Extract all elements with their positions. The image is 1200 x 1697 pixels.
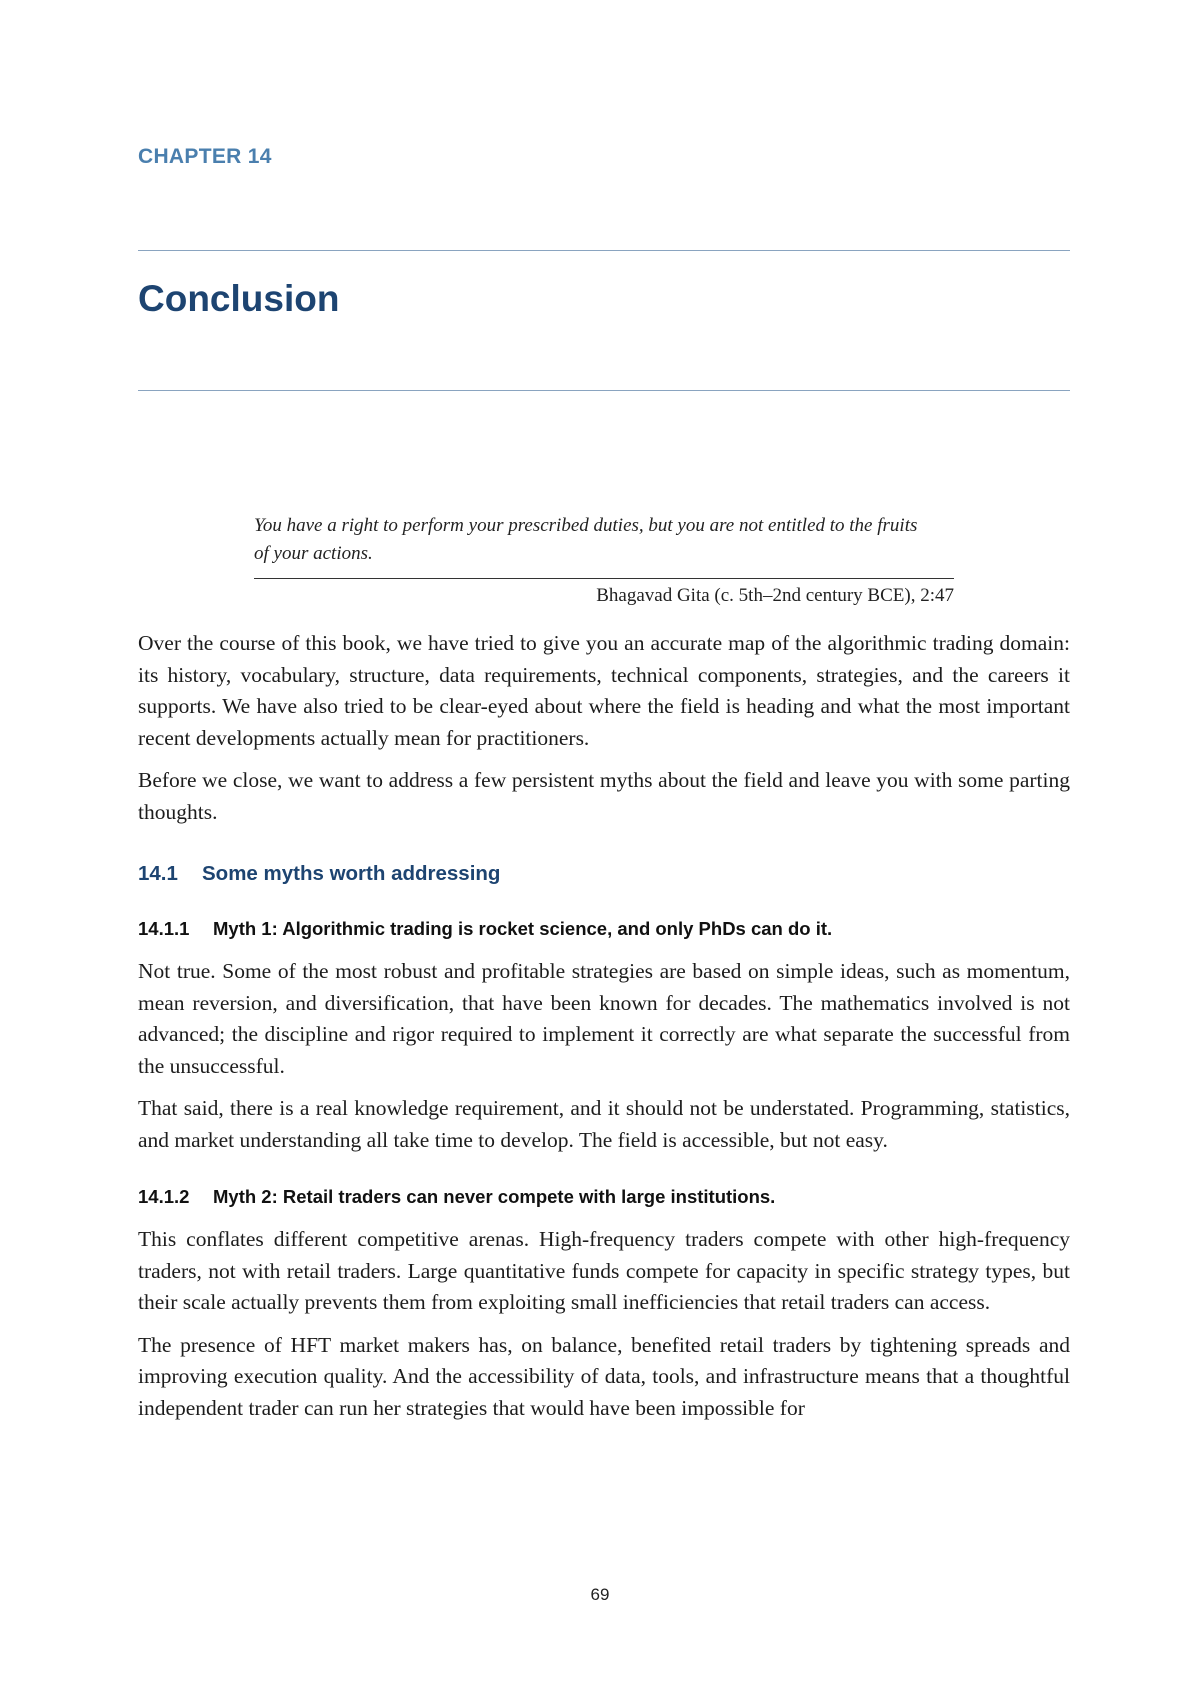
subsection-heading-myth-1 — [138, 916, 1070, 942]
myth-1-paragraph-1: Not true. Some of the most robust and profitable strategies are based on simple ideas, such as momentum, mean reversion, and diversification, that have been known for decades. The mathematics involved is not advanced; the discipline and rigor required to implement it correctly are what separate the successful from the unsuccessful. — [138, 959, 1070, 1078]
intro-paragraph-2: Before we close, we want to address a few persistent myths about the field and leave you with some parting thoughts. — [138, 768, 1070, 824]
epigraph — [254, 512, 954, 610]
myth-2-paragraph-1: This conflates different competitive arenas. High-frequency traders compete with other high-frequency traders, not with retail traders. Large quantitative funds compete for capacity in specific strategy types, but their scale actually prevents them from exploiting small inefficiencies that retail traders can access. — [138, 1227, 1070, 1314]
subsection-title: Myth 2: Retail traders can never compete with large institutions. — [213, 1186, 776, 1207]
epigraph-source: Bhagavad Gita (c. 5th–2nd century BCE), 2:47 — [596, 585, 954, 606]
subsection-title: Myth 1: Algorithmic trading is rocket science, and only PhDs can do it. — [213, 918, 833, 939]
chapter-title: Conclusion — [138, 278, 340, 319]
epigraph-quote: You have a right to perform your prescribed duties, but you are not entitled to the fruits of your actions. — [254, 515, 918, 564]
section-title: Some myths worth addressing — [202, 862, 501, 885]
subsection-number: 14.1.1 — [138, 918, 190, 939]
epigraph-divider — [254, 578, 954, 579]
title-rule-bottom — [138, 390, 1070, 391]
myth-2-paragraph-2: The presence of HFT market makers has, on balance, benefited retail traders by tightening spreads and improving execution quality. And the accessibility of data, tools, and infrastructure means that a thoughtful independent trader can run her strategies that would have been impossible for — [138, 1332, 1070, 1420]
page-number: 69 — [590, 1585, 610, 1604]
subsection-number: 14.1.2 — [138, 1186, 190, 1207]
section-number: 14.1 — [138, 862, 178, 885]
title-rule-top — [138, 250, 1070, 251]
section-heading — [138, 860, 1070, 888]
myth-1-paragraph-2: That said, there is a real knowledge requirement, and it should not be understated. Programming, statistics, and market understanding all take time to develop. The field is accessible, but not easy. — [138, 1096, 1070, 1152]
intro-paragraph-1: Over the course of this book, we have tried to give you an accurate map of the algorithmic trading domain: its history, vocabulary, structure, data requirements, technical components, strategies, and the careers it supports. We have also tried to be clear-eyed about where the field is heading and what the most important recent developments actually mean for practitioners. — [138, 631, 1070, 750]
body-text — [138, 628, 1070, 1435]
subsection-heading-myth-2 — [138, 1184, 1070, 1210]
chapter-label: CHAPTER 14 — [138, 145, 272, 168]
